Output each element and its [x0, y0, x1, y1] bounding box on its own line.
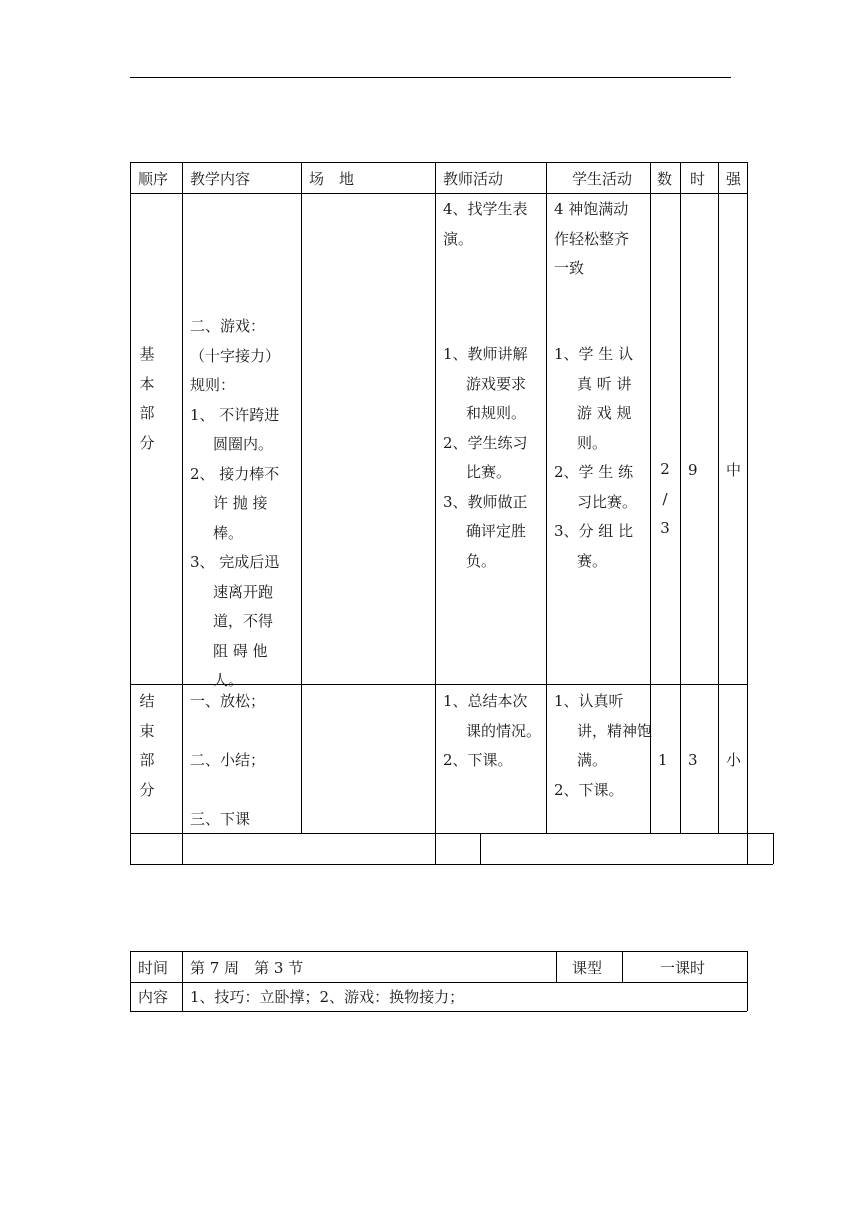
header-content: 教学内容: [190, 170, 251, 188]
end-teacher-activity: 1、总结本次 课的情况。 2、下课。: [443, 692, 542, 769]
header-student: 学生活动: [572, 170, 633, 188]
header-time: 时: [690, 170, 706, 188]
week-period: 第 7 周 第 3 节: [190, 959, 304, 977]
end-intensity: 小: [726, 751, 742, 769]
time-label: 时间: [138, 959, 169, 977]
end-count: 1: [658, 751, 668, 769]
basic-intensity: 中: [726, 461, 742, 479]
end-time: 3: [688, 751, 698, 769]
basic-content: 二、游戏： （十字接力） 规则： 1、 不许跨进 圆圈内。 2、 接力棒不 许 抛 接 棒。 3、 完成后迅 速离开跑 道，不得 阻 碍 他 人。: [190, 317, 281, 689]
basic-time: 9: [688, 461, 698, 479]
basic-count: 2 / 3: [660, 460, 670, 537]
content-label: 内容: [138, 988, 169, 1006]
end-content: 一、放松； 二、小结； 三、下课: [190, 692, 266, 828]
header-venue: 场 地: [309, 170, 355, 188]
header-seq: 顺序: [138, 170, 169, 188]
content-value: 1、技巧：立卧撑；2、游戏：换物接力；: [190, 988, 465, 1006]
basic-student-top: 4 神饱满动 作轻松整齐 一致: [554, 200, 630, 277]
type-label: 课型: [572, 959, 603, 977]
basic-teacher-activity: 1、教师讲解 游戏要求 和规则。 2、学生练习 比赛。 3、教师做正 确评定胜 负。: [443, 345, 528, 570]
header-count: 数: [657, 170, 673, 188]
header-rule: [130, 77, 731, 78]
basic-teacher-top: 4、找学生表 演。: [443, 200, 528, 248]
basic-section-label: 基 本 部 分: [139, 345, 155, 452]
type-value: 一课时: [660, 959, 706, 977]
header-intensity: 强: [726, 170, 742, 188]
end-section-label: 结 束 部 分: [139, 692, 155, 799]
header-teacher: 教师活动: [443, 170, 504, 188]
end-student-activity: 1、认真听 讲，精神饱 满。 2、下课。: [554, 692, 653, 799]
basic-student-activity: 1、学 生 认 真 听 讲 游 戏 规 则。 2、学 生 练 习比赛。 3、分 组 比 赛。: [554, 345, 638, 570]
